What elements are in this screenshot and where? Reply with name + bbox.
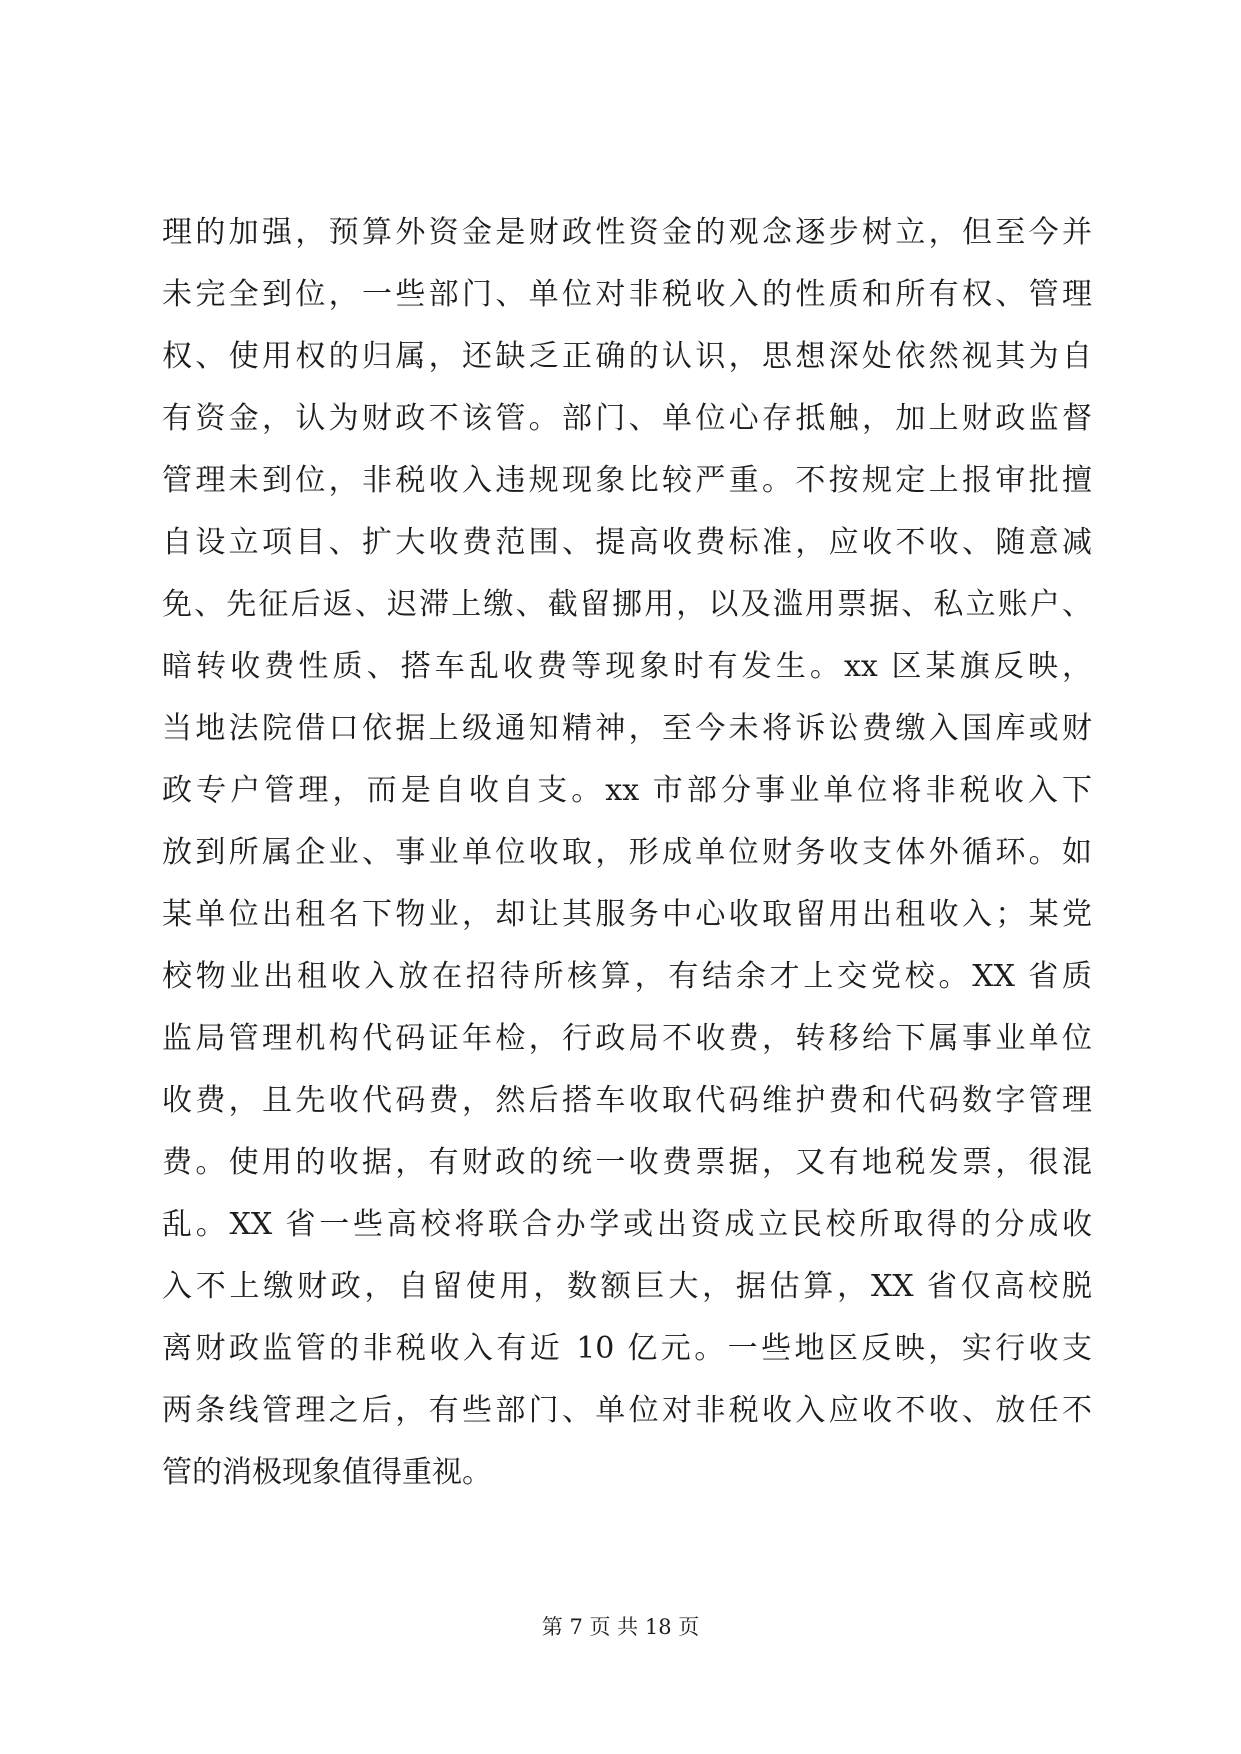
text-line: 权、使用权的归属，还缺乏正确的认识，思想深处依然视其为自: [162, 339, 1092, 374]
text-line: 政专户管理，而是自收自支。xx 市部分事业单位将非税收入下: [162, 773, 1092, 808]
text-line: 免、先征后返、迟滞上缴、截留挪用，以及滥用票据、私立账户、: [162, 587, 1092, 622]
text-line: 自设立项目、扩大收费范围、提高收费标准，应收不收、随意减: [162, 525, 1092, 560]
text-line: 某单位出租名下物业，却让其服务中心收取留用出租收入；某党: [162, 897, 1092, 932]
text-line: 暗转收费性质、搭车乱收费等现象时有发生。xx 区某旗反映，: [162, 649, 1092, 684]
text-line: 两条线管理之后，有些部门、单位对非税收入应收不收、放任不: [162, 1393, 1092, 1428]
text-line: 校物业出租收入放在招待所核算，有结余才上交党校。XX 省质: [162, 959, 1092, 994]
text-line: 未完全到位，一些部门、单位对非税收入的性质和所有权、管理: [162, 277, 1092, 312]
text-line: 放到所属企业、事业单位收取，形成单位财务收支体外循环。如: [162, 835, 1092, 870]
text-line: 收费，且先收代码费，然后搭车收取代码维护费和代码数字管理: [162, 1083, 1092, 1118]
text-line: 管理未到位，非税收入违规现象比较严重。不按规定上报审批擅: [162, 463, 1092, 498]
page-number: 第 7 页 共 18 页: [541, 1615, 700, 1639]
text-line: 费。使用的收据，有财政的统一收费票据，又有地税发票，很混: [162, 1145, 1092, 1180]
text-line: 当地法院借口依据上级通知精神，至今未将诉讼费缴入国库或财: [162, 711, 1092, 746]
text-line: 有资金，认为财政不该管。部门、单位心存抵触，加上财政监督: [162, 401, 1092, 436]
text-line: 离财政监管的非税收入有近 10 亿元。一些地区反映，实行收支: [162, 1331, 1092, 1366]
text-line: 管的消极现象值得重视。: [162, 1455, 492, 1490]
text-line: 理的加强，预算外资金是财政性资金的观念逐步树立，但至今并: [162, 215, 1092, 250]
text-line: 乱。XX 省一些高校将联合办学或出资成立民校所取得的分成收: [162, 1207, 1092, 1242]
body-text: [162, 202, 1092, 1504]
text-line: 监局管理机构代码证年检，行政局不收费，转移给下属事业单位: [162, 1021, 1092, 1056]
text-line: 入不上缴财政，自留使用，数额巨大，据估算，XX 省仅高校脱: [162, 1269, 1092, 1304]
